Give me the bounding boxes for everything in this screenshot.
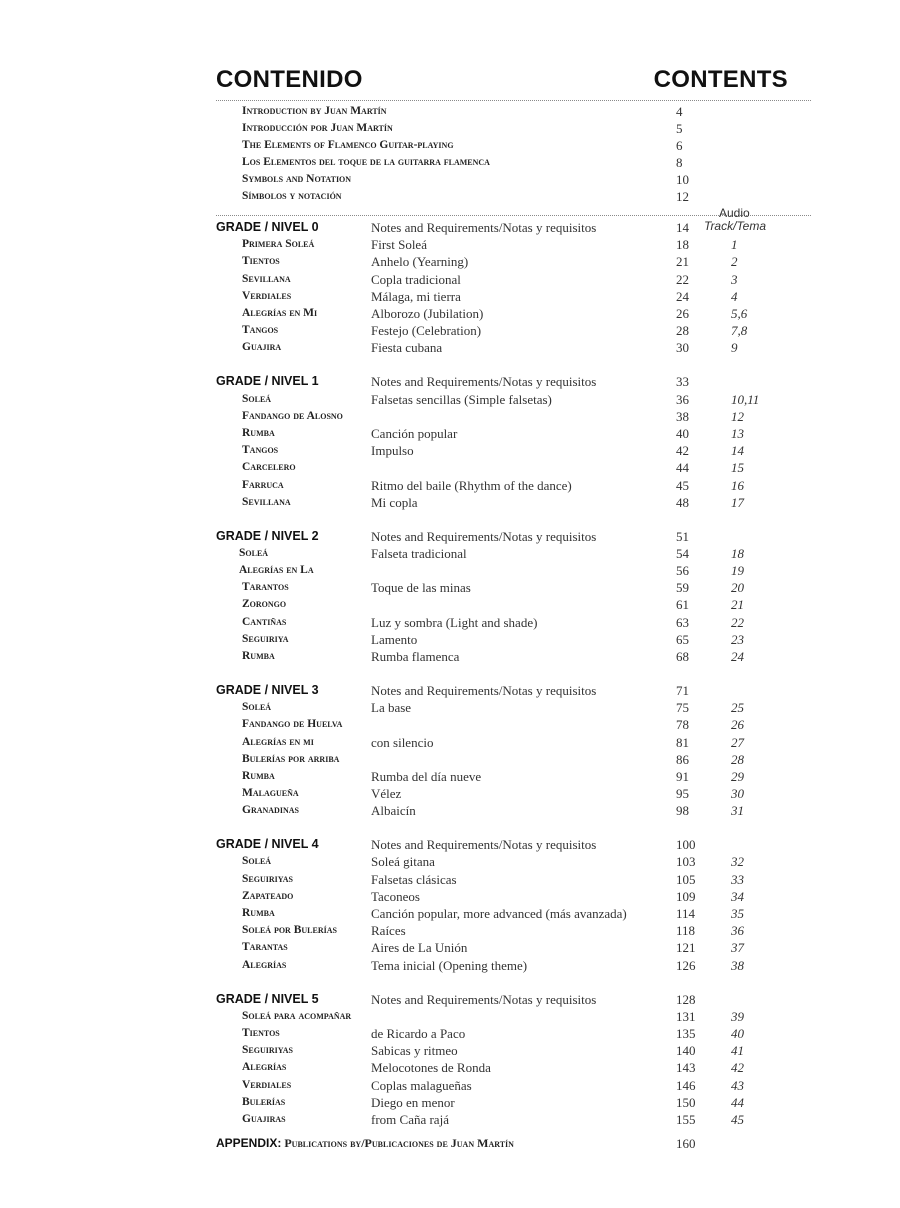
entry-title: Alegrías en La (239, 564, 314, 576)
page-number: 56 (676, 563, 689, 578)
toc-entry[interactable] (0, 922, 900, 939)
audio-track: 13 (731, 426, 744, 441)
entry-title: Granadinas (242, 804, 299, 816)
audio-track: 9 (731, 340, 738, 355)
page-number: 68 (676, 649, 689, 664)
toc-entry[interactable] (0, 288, 900, 305)
audio-track: 21 (731, 597, 744, 612)
toc-entry[interactable] (0, 1042, 900, 1059)
audio-track: 43 (731, 1078, 744, 1093)
entry-description: Lamento (371, 632, 418, 647)
entry-description: Raíces (371, 923, 406, 938)
entry-title: Introduction by Juan Martín (242, 105, 387, 117)
audio-track: 30 (731, 786, 744, 801)
appendix-entry[interactable] (0, 1135, 900, 1152)
entry-title: Soleá (242, 393, 272, 405)
page-number: 59 (676, 580, 689, 595)
toc-entry[interactable] (0, 477, 900, 494)
entry-description: Tema inicial (Opening theme) (371, 958, 528, 973)
page-number: 63 (676, 615, 689, 630)
toc-entry[interactable] (0, 305, 900, 322)
toc-entry[interactable] (0, 494, 900, 511)
toc-entry[interactable] (0, 648, 900, 665)
page-number: 98 (676, 803, 689, 818)
appendix-text (216, 1135, 514, 1152)
audio-track: 28 (731, 752, 744, 767)
entry-description: de Ricardo a Paco (371, 1026, 466, 1041)
audio-track: 38 (731, 958, 744, 973)
entry-title: Rumba (242, 907, 275, 919)
audio-track: 19 (731, 563, 744, 578)
toc-entry[interactable] (0, 1059, 900, 1076)
toc-entry[interactable] (0, 1094, 900, 1111)
heading-contents: CONTENTS (653, 66, 788, 93)
appendix-label: APPENDIX: (216, 1136, 282, 1150)
entry-title: Guajira (242, 341, 282, 353)
entry-description: Alborozo (Jubilation) (371, 306, 484, 321)
page-number: 8 (676, 155, 683, 170)
toc-entry[interactable] (0, 957, 900, 974)
toc-entry[interactable] (0, 785, 900, 802)
audio-track: 31 (731, 803, 744, 818)
entry-description: Mi copla (371, 495, 418, 510)
audio-track: 44 (731, 1095, 744, 1110)
grade-label: GRADE / NIVEL 1 (216, 374, 319, 388)
entry-description: First Soleá (371, 237, 427, 252)
page-number: 5 (676, 121, 683, 136)
toc-entry[interactable] (0, 579, 900, 596)
audio-track: 36 (731, 923, 744, 938)
entry-title: Fandango de Alosno (242, 410, 343, 422)
entry-title: Cantiñas (242, 616, 287, 628)
grade-description: Notes and Requirements/Notas y requisitos (371, 374, 597, 389)
entry-description: con silencio (371, 735, 434, 750)
entry-title: Soleá (239, 547, 269, 559)
page-number: 131 (676, 1009, 696, 1024)
entry-title: Zorongo (242, 598, 287, 610)
page-number: 86 (676, 752, 689, 767)
entry-title: Verdiales (242, 290, 292, 302)
grade-label: GRADE / NIVEL 2 (216, 529, 319, 543)
entry-title: Bulerías (242, 1096, 286, 1108)
page-number: 75 (676, 700, 689, 715)
entry-description: Málaga, mi tierra (371, 289, 461, 304)
entry-description: Toque de las minas (371, 580, 471, 595)
entry-title: Sevillana (242, 273, 291, 285)
page-number: 44 (676, 460, 689, 475)
page-number: 38 (676, 409, 689, 424)
page-number: 10 (676, 172, 689, 187)
entry-description: Rumba flamenca (371, 649, 460, 664)
page-number: 42 (676, 443, 689, 458)
page-number: 109 (676, 889, 696, 904)
audio-track: 42 (731, 1060, 744, 1075)
toc-entry[interactable] (0, 939, 900, 956)
toc-entry[interactable] (0, 1111, 900, 1128)
toc-entry[interactable] (0, 888, 900, 905)
audio-track: 14 (731, 443, 744, 458)
page-number: 100 (676, 837, 696, 852)
page-number: 143 (676, 1060, 696, 1075)
audio-track: 33 (731, 872, 744, 887)
toc-entry[interactable] (0, 154, 900, 171)
entry-description: Falsetas clásicas (371, 872, 457, 887)
entry-description: Coplas malagueñas (371, 1078, 472, 1093)
page-number: 105 (676, 872, 696, 887)
page-number: 4 (676, 104, 683, 119)
entry-title: Soleá (242, 855, 272, 867)
grade-heading[interactable] (0, 219, 900, 236)
entry-title: Verdiales (242, 1079, 292, 1091)
entry-title: Farruca (242, 479, 284, 491)
grade-description: Notes and Requirements/Notas y requisitos (371, 683, 597, 698)
toc-entry[interactable] (0, 562, 900, 579)
entry-description: Taconeos (371, 889, 420, 904)
toc-entry[interactable] (0, 1077, 900, 1094)
audio-track: 41 (731, 1043, 744, 1058)
toc-entry[interactable] (0, 236, 900, 253)
toc-entry[interactable] (0, 425, 900, 442)
audio-track: 16 (731, 478, 744, 493)
entry-title: Sevillana (242, 496, 291, 508)
entry-title: Malagueña (242, 787, 299, 799)
entry-description: Impulso (371, 443, 414, 458)
audio-track: 26 (731, 717, 744, 732)
audio-track: 27 (731, 735, 744, 750)
page-number: 160 (676, 1136, 696, 1151)
page-number: 12 (676, 189, 689, 204)
entry-description: Fiesta cubana (371, 340, 443, 355)
entry-title: Soleá (242, 701, 272, 713)
toc-entry[interactable] (0, 103, 900, 120)
audio-track: 18 (731, 546, 744, 561)
toc-entry[interactable] (0, 188, 900, 205)
page-number: 33 (676, 374, 689, 389)
audio-track: 37 (731, 940, 744, 955)
entry-title: Seguiriyas (242, 1044, 294, 1056)
entry-title: Fandango de Huelva (242, 718, 343, 730)
toc-entry[interactable] (0, 171, 900, 188)
toc-entry[interactable] (0, 322, 900, 339)
entry-title: Símbolos y notación (242, 190, 342, 202)
entry-title: Seguiriyas (242, 873, 294, 885)
entry-title: Tarantos (242, 581, 289, 593)
entry-description: Canción popular, more advanced (más avanzada) (371, 906, 627, 921)
audio-track: 10,11 (731, 392, 760, 407)
page-number: 51 (676, 529, 689, 544)
page-number: 95 (676, 786, 689, 801)
page-number: 71 (676, 683, 689, 698)
audio-track: 15 (731, 460, 744, 475)
entry-description: Albaicín (371, 803, 416, 818)
grade-description: Notes and Requirements/Notas y requisitos (371, 220, 597, 235)
toc-entry[interactable] (0, 614, 900, 631)
page-number: 61 (676, 597, 689, 612)
page-number: 14 (676, 220, 689, 235)
entry-description: Ritmo del baile (Rhythm of the dance) (371, 478, 572, 493)
page-number: 81 (676, 735, 689, 750)
page-number: 114 (676, 906, 696, 921)
audio-track: 4 (731, 289, 738, 304)
toc-entry[interactable] (0, 716, 900, 733)
page-number: 24 (676, 289, 689, 304)
toc-entry[interactable] (0, 545, 900, 562)
grade-heading[interactable] (0, 991, 900, 1008)
entry-description: Anhelo (Yearning) (371, 254, 469, 269)
entry-title: Introducción por Juan Martín (242, 122, 393, 134)
page-number: 121 (676, 940, 696, 955)
entry-description: Sabicas y ritmeo (371, 1043, 458, 1058)
audio-track: 24 (731, 649, 744, 664)
toc-entry[interactable] (0, 137, 900, 154)
audio-track: 5,6 (731, 306, 748, 321)
entry-description: Copla tradicional (371, 272, 461, 287)
entry-title: Carcelero (242, 461, 296, 473)
audio-track: 35 (731, 906, 744, 921)
toc-entry[interactable] (0, 734, 900, 751)
header-divider (216, 100, 811, 101)
entry-title: Alegrías (242, 1061, 287, 1073)
entry-title: Soleá para acompañar (242, 1010, 352, 1022)
page-number: 126 (676, 958, 696, 973)
entry-title: Zapateado (242, 890, 294, 902)
page-number: 6 (676, 138, 683, 153)
audio-track: 34 (731, 889, 744, 904)
toc-entry[interactable] (0, 1025, 900, 1042)
audio-track: 17 (731, 495, 744, 510)
entry-description: La base (371, 700, 412, 715)
audio-track: 40 (731, 1026, 744, 1041)
page-number: 146 (676, 1078, 696, 1093)
page-number: 150 (676, 1095, 696, 1110)
entry-title: Soleá por Bulerías (242, 924, 337, 936)
audio-track: 12 (731, 409, 744, 424)
entry-description: Aires de La Unión (371, 940, 468, 955)
grade-heading[interactable] (0, 373, 900, 390)
heading-contenido: CONTENIDO (216, 66, 363, 93)
page-number: 26 (676, 306, 689, 321)
audio-track: 29 (731, 769, 744, 784)
audio-track: 2 (731, 254, 738, 269)
page-number: 128 (676, 992, 696, 1007)
entry-title: Los Elementos del toque de la guitarra flamenca (242, 156, 490, 168)
entry-title: Tangos (242, 324, 279, 336)
toc-entry[interactable] (0, 853, 900, 870)
toc-entry[interactable] (0, 339, 900, 356)
entry-description: Soleá gitana (371, 854, 435, 869)
toc-entry[interactable] (0, 391, 900, 408)
grade-label: GRADE / NIVEL 0 (216, 220, 319, 234)
toc-entry[interactable] (0, 905, 900, 922)
entry-title: Alegrías en mi (242, 736, 314, 748)
audio-track: 25 (731, 700, 744, 715)
audio-track: 1 (731, 237, 738, 252)
entry-description: Luz y sombra (Light and shade) (371, 615, 538, 630)
audio-track: 39 (731, 1009, 744, 1024)
page-number: 135 (676, 1026, 696, 1041)
toc-entry[interactable] (0, 1008, 900, 1025)
page-number: 22 (676, 272, 689, 287)
entry-title: Alegrías en Mi (242, 307, 318, 319)
page-number: 40 (676, 426, 689, 441)
toc-entry[interactable] (0, 120, 900, 137)
page-number: 48 (676, 495, 689, 510)
toc-entry[interactable] (0, 596, 900, 613)
entry-description: Canción popular (371, 426, 458, 441)
entry-title: Symbols and Notation (242, 173, 352, 185)
entry-title: Rumba (242, 650, 275, 662)
page-number: 54 (676, 546, 689, 561)
grade-description: Notes and Requirements/Notas y requisitos (371, 837, 597, 852)
toc-entry[interactable] (0, 699, 900, 716)
page-number: 28 (676, 323, 689, 338)
appendix-title: Publications by/Publicaciones de Juan Martín (284, 1136, 514, 1150)
page-number: 91 (676, 769, 689, 784)
audio-track: 3 (731, 272, 738, 287)
entry-title: Seguiriya (242, 633, 289, 645)
grade-heading[interactable] (0, 836, 900, 853)
toc-entry[interactable] (0, 871, 900, 888)
grade-label: GRADE / NIVEL 5 (216, 992, 319, 1006)
audio-column-label: Audio (719, 206, 750, 220)
page-number: 118 (676, 923, 696, 938)
toc-entry[interactable] (0, 751, 900, 768)
entry-description: Melocotones de Ronda (371, 1060, 491, 1075)
entry-title: Rumba (242, 427, 275, 439)
audio-track: 23 (731, 632, 744, 647)
entry-description: Vélez (371, 786, 402, 801)
entry-title: Primera Soleá (242, 238, 315, 250)
grade-label: GRADE / NIVEL 3 (216, 683, 319, 697)
entry-title: Rumba (242, 770, 275, 782)
entry-description: Falsetas sencillas (Simple falsetas) (371, 392, 552, 407)
toc-entry[interactable] (0, 271, 900, 288)
page-number: 140 (676, 1043, 696, 1058)
entry-description: Festejo (Celebration) (371, 323, 482, 338)
toc-entry[interactable] (0, 631, 900, 648)
toc-entry[interactable] (0, 802, 900, 819)
grade-description: Notes and Requirements/Notas y requisitos (371, 529, 597, 544)
entry-title: Tientos (242, 255, 280, 267)
audio-track: 32 (731, 854, 744, 869)
audio-track: 20 (731, 580, 744, 595)
grade-label: GRADE / NIVEL 4 (216, 837, 319, 851)
entry-description: Falseta tradicional (371, 546, 467, 561)
page-number: 45 (676, 478, 689, 493)
page-number: 21 (676, 254, 689, 269)
page-number: 103 (676, 854, 696, 869)
page-number: 36 (676, 392, 689, 407)
audio-track: 45 (731, 1112, 744, 1127)
entry-description: Rumba del día nueve (371, 769, 482, 784)
entry-title: Tarantas (242, 941, 288, 953)
grade-heading[interactable] (0, 528, 900, 545)
entry-title: Guajiras (242, 1113, 286, 1125)
entry-title: Tientos (242, 1027, 280, 1039)
toc-entry[interactable] (0, 408, 900, 425)
track-column-label: Track/Tema (704, 219, 767, 233)
audio-track: 7,8 (731, 323, 748, 338)
audio-track: 22 (731, 615, 744, 630)
toc-entry[interactable] (0, 459, 900, 476)
entry-title: Alegrías (242, 959, 287, 971)
entry-title: Tangos (242, 444, 279, 456)
page-number: 18 (676, 237, 689, 252)
entry-description: Diego en menor (371, 1095, 455, 1110)
page-number: 30 (676, 340, 689, 355)
grade-heading[interactable] (0, 682, 900, 699)
entry-title: The Elements of Flamenco Guitar-playing (242, 139, 454, 151)
toc-entry[interactable] (0, 768, 900, 785)
entry-title: Bulerías por arriba (242, 753, 340, 765)
page-number: 65 (676, 632, 689, 647)
page-number: 78 (676, 717, 689, 732)
toc-entry[interactable] (0, 253, 900, 270)
toc-entry[interactable] (0, 442, 900, 459)
page-number: 155 (676, 1112, 696, 1127)
entry-description: from Caña rajá (371, 1112, 449, 1127)
grade-description: Notes and Requirements/Notas y requisitos (371, 992, 597, 1007)
